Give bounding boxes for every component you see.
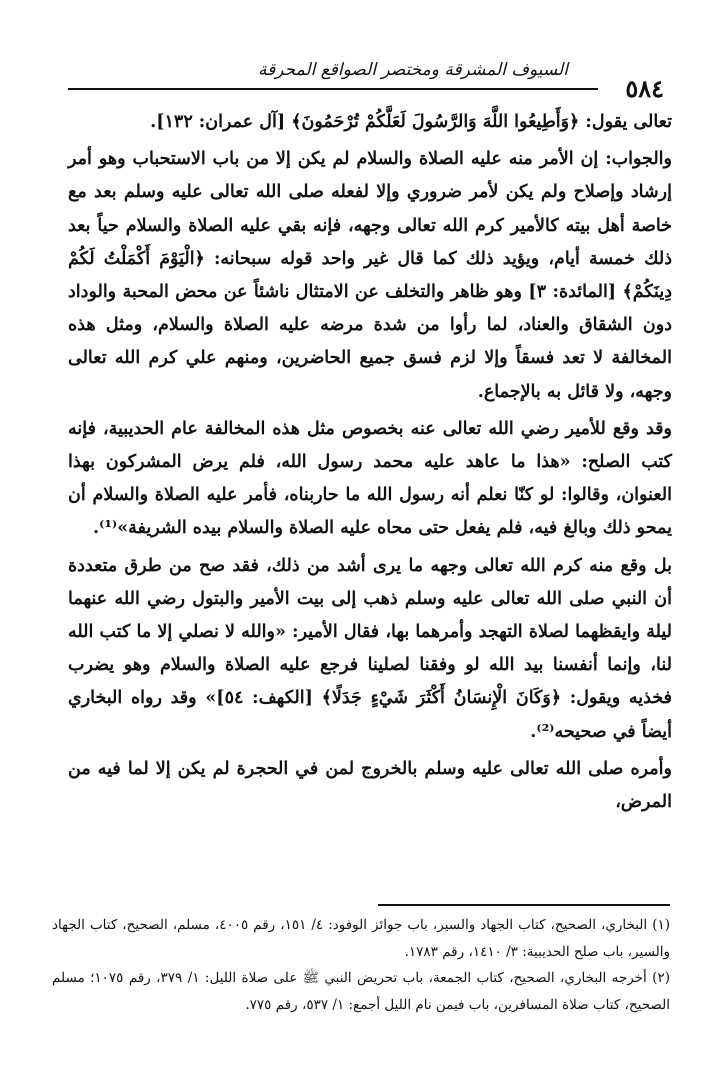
header-rule	[68, 88, 598, 90]
paragraph-4: بل وقع منه كرم الله تعالى وجهه ما يرى أشد من ذلك، فقد صح من طرق متعددة أن النبي صلى الله تعالى عليه وسلم ذهب إلى بيت الأمير والبتول رضي الله عنهما ليلة وايقظهما لصلاة التهجد وأمرهما بها، فقال الأمير: «والله لا نصلي إلا ما كتب الله لنا، وإنما أنفسنا بيد الله لو وفقنا لصلينا فرجع عليه الصلاة والسلام وهو يضرب فخذيه ويقول: ﴿وَكَانَ الْإِنسَانُ أَكْثَرَ شَيْءٍ جَدَلًا﴾ [الكهف: ٥٤]» وقد رواه البخاري أيضاً في صحيحه⁽²⁾.	[68, 555, 672, 742]
running-title: السيوف المشرقة ومختصر الصواقع المحرقة	[258, 60, 568, 80]
paragraph-2: والجواب: إن الأمر منه عليه الصلاة والسلام لم يكن إلا من باب الاستحباب وهو أمر إرشاد وإصلاح ولم يكن لأمر ضروري وإلا لفعله صلى الله تعالى عليه وسلم بعد مع خاصة أهل بيته كالأمير كرم الله تعالى وجهه، فإنه بقي عليه الصلاة والسلام حياً بعد ذلك خمسة أيام، ويؤيد ذلك كما قال غير واحد قوله سبحانه: ﴿الْيَوْمَ أَكْمَلْتُ لَكُمْ دِينَكُمْ﴾ [المائدة: ٣] وهو ظاهر والتخلف عن الامتثال ناشئاً عن محض المحبة والوداد دون الشقاق والعناد، لما رأوا من شدة مرضه عليه الصلاة والسلام، ومثل هذه المخالفة لا تعد فسقاً وإلا لزم فسق جميع الحاضرين، ومنهم علي كرم الله تعالى وجهه، ولا قائل به بالإجماع.	[68, 149, 673, 402]
footnote-2: (٢) أخرجه البخاري، الصحيح، كتاب الجمعة، باب تحريض النبي ﷺ على صلاة الليل: ١/ ٣٧٩، رقم ١٠٧٥؛ مسلم الصحيح، كتاب صلاة المسافرين، باب فيمن نام الليل أجمع: ١/ ٥٣٧، رقم ٧٧٥.	[52, 970, 670, 1013]
footnote-separator	[378, 904, 670, 906]
paragraph-1: تعالى يقول: ﴿وَأَطِيعُوا اللَّهَ وَالرَّسُولَ لَعَلَّكُمْ تُرْحَمُونَ﴾ [آل عمران: ١٣٢].	[150, 112, 672, 132]
footnotes	[52, 912, 670, 1018]
page-header	[68, 58, 668, 103]
page-number: ٥٨٤	[625, 74, 664, 103]
paragraph-5: وأمره صلى الله تعالى عليه وسلم بالخروج لمن في الحجرة لم يكن إلا لما فيه من المرض،	[68, 758, 672, 813]
paragraph-3: وقد وقع للأمير رضي الله تعالى عنه بخصوص مثل هذه المخالفة عام الحديبية، فإنه كتب الصلح: «هذا ما عاهد عليه محمد رسول الله، فلم يرض المشركون بهذا العنوان، وقالوا: لو كنّا نعلم أنه رسول الله ما حاربناه، فأمر عليه الصلاة والسلام أن يمحو ذلك وبالغ فيه، فلم يفعل حتى محاه عليه الصلاة والسلام بيده الشريفة»⁽¹⁾.	[68, 418, 672, 539]
main-text	[68, 106, 672, 819]
footnote-1: (١) البخاري، الصحيح، كتاب الجهاد والسير، باب جوائز الوفود: ٤/ ١٥١، رقم ٤٠٠٥، مسلم، الصحيح، كتاب الجهاد والسير، باب صلح الحديبية: ٣/ ١٤١٠، رقم ١٧٨٣.	[52, 917, 671, 960]
